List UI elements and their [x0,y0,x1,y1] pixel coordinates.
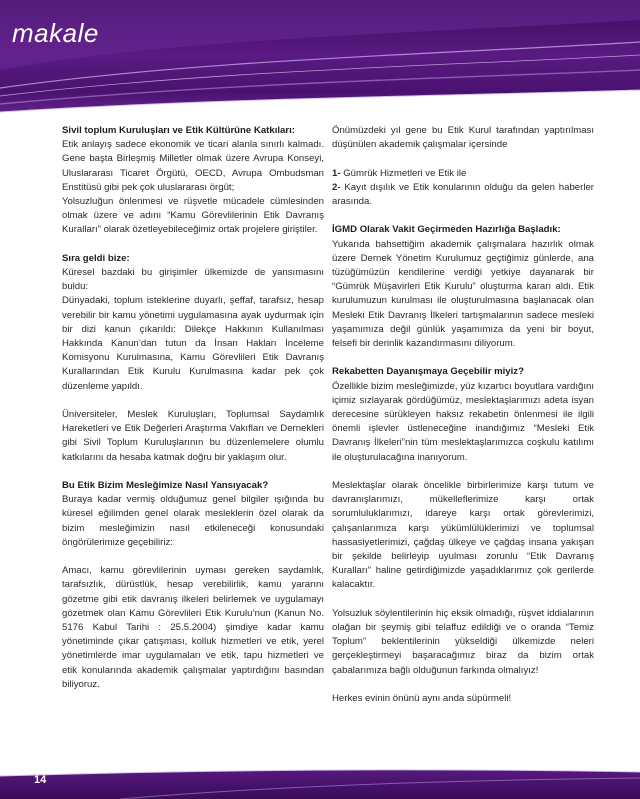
footer-swoosh-decoration [0,766,640,799]
paragraph: Önümüzdeki yıl gene bu Etik Kurul tarafından yaptırılması düşünülen akademik çalışmalar içersinde [332,125,594,151]
paragraph: Özellikle bizim mesleğimizde, yüz kızartıcı boyutlara vardığını içimiz sızlayarak gördüğümüz, meslektaşlarımızı adeta isyan derecesine sürükleyen haksız rekabetin önlenmesi ile ilgili önemli işlevler üstleneceğine inandığımız “Mesleki Etik Davranış İlkeleri”nin tüm meslektaşlarımızca coşkulu katılımı ile oluşturulacağına inanıyorum. [332,380,594,463]
list-item-text: Gümrük Hizmetleri ve Etik ile [343,167,467,179]
list-item-text: Kayıt dışılık ve Etik konularının olduğu da gelen haberler arasında. [332,181,594,207]
paragraph: Etik anlayış sadece ekonomik ve ticari alanla sınırlı kalmadı. Gene başta Birleşmiş Milletler olmak üzere Avrupa Konseyi, Uluslararası Ticaret Örgütü, OECD, Avrupa Ombudsman Enstitüsü gibi pek çok uluslararası örgüt; [62,139,324,193]
section-label: makale [12,18,99,48]
section-heading: Sivil toplum Kuruluşları ve Etik Kültürüne Katkıları: [62,125,295,136]
page-header-banner [0,0,640,122]
section-heading: Bu Etik Bizim Mesleğimize Nasıl Yansıyacak? [62,480,269,492]
section-heading: Rekabetten Dayanışmaya Geçebilir miyiz? [332,366,524,378]
left-column [62,124,324,706]
list-item: 1- Gümrük Hizmetleri ve Etik ile [332,167,467,179]
section-heading: İGMD Olarak Vakit Geçirmeden Hazırlığa Başladık: [332,224,561,236]
paragraph: Herkes evinin önünü aynı anda süpürmeli! [332,693,512,705]
paragraph: Dünyadaki, toplum isteklerine duyarlı, şeffaf, tarafsız, hesap verebilir bir kamu yönetimi uygulamasına ayak uydurmak için bir dizi kanun çıkarıldı: Dilekçe Hakkının Kullanılması Hakkında Kanun’dan tutun da İnsan Hakları İnceleme Komisyonu Kurulmasına, Kamu Görevlileri Etik Davranış Kurallarından Etik Kurulu Kurulmasına kadar pek çok düzenleme yapıldı. [62,295,324,392]
paragraph: Üniversiteler, Meslek Kuruluşları, Toplumsal Saydamlık Hareketleri ve Etik Değerleri Araştırma Vakıfları ve Dernekleri gibi Sivil Toplum Kuruluşlarının bu düzenlemelere olumlu katkılarını da hesaba katmak doğru bir yaklaşım olur. [62,409,324,463]
paragraph: Yolsuzluğun önlenmesi ve rüşvetle mücadele cümlesinden olmak üzere ve adını “Kamu Görevlilerinin Etik Davranış Kuralları” olarak özetleyebileceğimiz ortak projelere giriştiler. [62,196,324,236]
paragraph: Yolsuzluk söylentilerinin hiç eksik olmadığı, rüşvet iddialarının olağan bir şeymiş gibi telaffuz edildiği ve o orandа “Temiz Toplum” beklentilerinin yükseldiği ülkemizde neleri gerçekleştirmeyi başaracağımız biraz da bizim ortak çabalarımıza bağlı olduğunun farkında olmalıyız! [332,607,594,676]
paragraph: Küresel bazdaki bu girişimler ülkemizde de yansımasını buldu: [62,267,324,293]
right-column [332,124,594,720]
list-item: 2- Kayıt dışılık ve Etik konularının olduğu da gelen haberler arasında. [332,181,594,207]
section-heading: Sıra geldi bize: [62,252,130,264]
page-number: 14 [34,774,47,786]
paragraph: Amacı, kamu görevlilerinin uyması gereken saydamlık, tarafsızlık, dürüstlük, hesap verebilirlik, kamu yararını gözetme gibi etik davranış ilkeleri belirlemek ve uygulamayı gözetmek olan Kamu Görevlileri Etik Kurulu’nun (Kanun No. 5176 Kabul Tarihi : 25.5.2004) şimdiye kadar kamu yönetiminde çıkar çatışması, kolluk hizmetleri ve etik, yerel yönetimlerde imar uygulamaları ve etik, tapu hizmetleri ve etik konularında akademik çalışmalar yaptırdığını basından biliyoruz. [62,565,324,690]
paragraph: Buraya kadar vermiş olduğumuz genel bilgiler ışığında bu küresel eğilimden genel olarak mesleklerin özel olarak da bizim mesleğimizin nasıl etkileneceği konusundaki öngörülerimize geçebiliriz: [62,494,324,548]
paragraph: Meslektaşlar olarak öncelikle birbirlerimize karşı tutum ve davranışlarımızı, mükelleflerimize karşı ortak sorumluluklarımızı, idareye karşı ortak görevlerimizi, çalışanlarımıza karşı yükümlülüklerimizi ve toplumsal hassasiyetlerimizi, çağdaş ülkeye ve çağdaş insana yakışan bir şekilde belirleyip uyulması zorunlu “Etik Davranış Kuralları” haline getirdiğimizde yaşadıklarımız çok gerilerde kalacaktır. [332,480,594,591]
page-footer-banner [0,766,640,799]
paragraph: Yukarıda bahsettiğim akademik çalışmalara hazırlık olmak üzere Dernek Yönetim Kurulumuz geçtiğimiz günlerde, ana tüzüğümüzün kendilerine verdiği yetkiye dayanarak bir “Gümrük Müşavirleri Etik Kurulu” oluşturma kararı aldı. Etik kurulumuzun kurulması ile oluşturulmasına başlanacak olan Mesleki Etik Davranış İlkeleri tartışmalarının sadece mesleki yaşamımıza değil günlük yaşamımıza da yeni bir boyut, felsefi bir derinlik kazandırmasını diliyorum. [332,238,594,350]
